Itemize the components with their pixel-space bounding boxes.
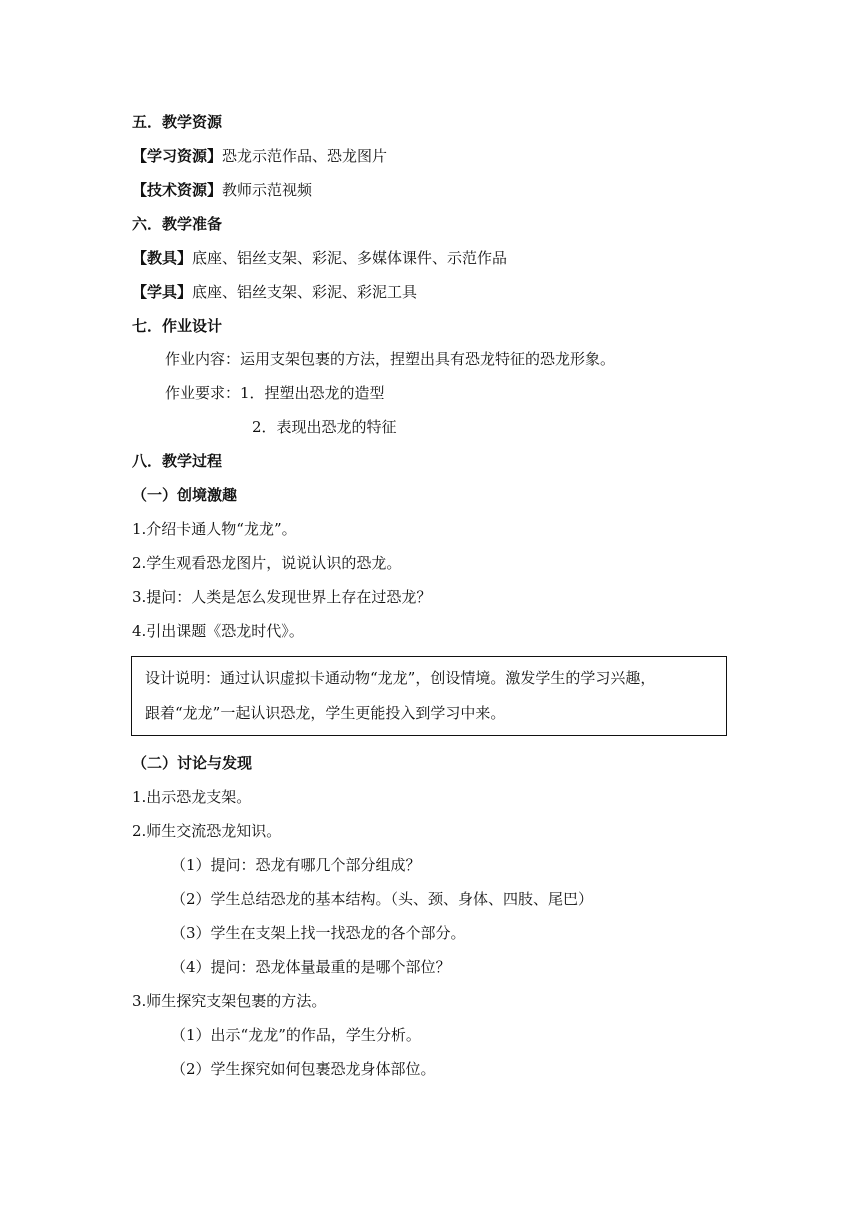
student-tools-line [132,282,417,302]
part-2-item-3-sub-2: （2）学生探究如何包裹恐龙身体部位。 [171,1060,436,1078]
part-2-item-2-sub-3: （3）学生在支架上找一找恐龙的各个部分。 [171,924,466,942]
tech-resources-text: 教师示范视频 [222,181,313,199]
section-7-title: 七．作业设计 [132,317,223,335]
part-2-item-3-sub-1: （1）出示“龙龙”的作品，学生分析。 [171,1026,421,1044]
teacher-tools-tag: 【教具】 [132,249,193,267]
part-1-item-1: 1.介绍卡通人物“龙龙”。 [132,520,297,538]
student-tools-text: 底座、铝丝支架、彩泥、彩泥工具 [192,283,418,301]
part-2-title: （二）讨论与发现 [132,754,253,772]
homework-content: 作业内容：运用支架包裹的方法，捏塑出具有恐龙特征的恐龙形象。 [165,350,616,368]
part-1-item-3: 3.提问：人类是怎么发现世界上存在过恐龙？ [132,588,432,606]
tech-resources-line [132,180,312,200]
design-note-line-1: 设计说明：通过认识虚拟卡通动物“龙龙”，创设情境。激发学生的学习兴趣， [145,669,656,687]
teacher-tools-text: 底座、铝丝支架、彩泥、多媒体课件、示范作品 [192,249,508,267]
student-tools-tag: 【学具】 [132,283,193,301]
teacher-tools-line [132,248,507,268]
section-5-title: 五．教学资源 [132,113,223,131]
section-8-title: 八．教学过程 [132,452,223,470]
part-1-item-4: 4.引出课题《恐龙时代》。 [132,622,304,640]
part-2-item-2: 2.师生交流恐龙知识。 [132,822,282,840]
tech-resources-tag: 【技术资源】 [132,181,223,199]
part-2-item-2-sub-2: （2）学生总结恐龙的基本结构。（头、颈、身体、四肢、尾巴） [171,890,594,908]
design-note-line-2: 跟着“龙龙”一起认识恐龙，学生更能投入到学习中来。 [145,704,506,722]
part-2-item-2-sub-1: （1）提问：恐龙有哪几个部分组成？ [171,856,421,874]
part-2-item-2-sub-4: （4）提问：恐龙体量最重的是哪个部位？ [171,958,451,976]
part-2-item-1: 1.出示恐龙支架。 [132,788,252,806]
section-6-title: 六．教学准备 [132,215,223,233]
learning-resources-tag: 【学习资源】 [132,147,223,165]
learning-resources-text: 恐龙示范作品、恐龙图片 [222,147,388,165]
homework-requirement-1: 作业要求：1．捏塑出恐龙的造型 [165,384,385,402]
design-note-box [131,656,727,736]
part-2-item-3: 3.师生探究支架包裹的方法。 [132,992,327,1010]
part-1-item-2: 2.学生观看恐龙图片，说说认识的恐龙。 [132,554,402,572]
part-1-title: （一）创境激趣 [132,486,238,504]
homework-requirement-2: 2．表现出恐龙的特征 [252,418,397,436]
learning-resources-line [132,146,387,166]
